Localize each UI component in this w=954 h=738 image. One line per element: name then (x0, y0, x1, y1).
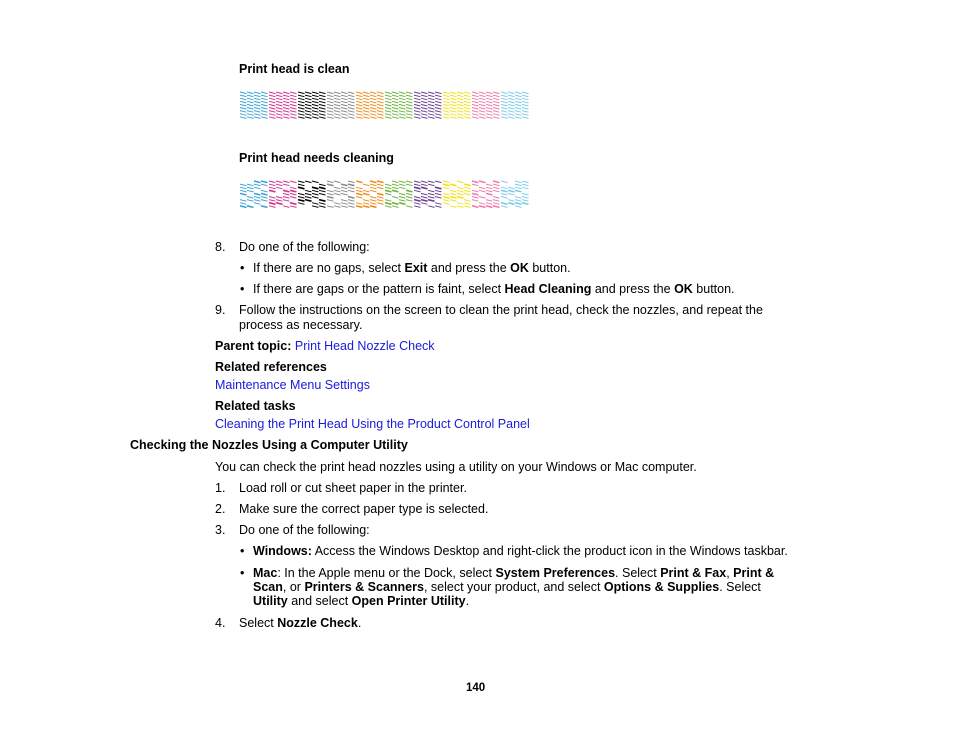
nozzle-block (501, 92, 529, 118)
section-intro: You can check the print head nozzles using a utility on your Windows or Mac computer. (215, 460, 697, 474)
nozzle-block (269, 92, 297, 118)
cleaning-print-head-link[interactable]: Cleaning the Print Head Using the Product Control Panel (215, 417, 530, 431)
maintenance-menu-settings-link[interactable]: Maintenance Menu Settings (215, 378, 370, 392)
step-number: 3. (215, 523, 226, 537)
nozzle-block (298, 181, 326, 207)
related-references-heading: Related references (215, 360, 327, 374)
nozzle-block (414, 92, 442, 118)
bullet-exit: If there are no gaps, select Exit and press the OK button. (253, 261, 571, 275)
bullet-marker: • (240, 566, 245, 580)
nozzle-block (443, 92, 471, 118)
step-text: Load roll or cut sheet paper in the printer. (239, 481, 467, 495)
step-number: 4. (215, 616, 226, 630)
step-text: Do one of the following: (239, 523, 370, 537)
figure-caption-clean: Print head is clean (239, 62, 350, 76)
bullet-marker: • (240, 544, 245, 558)
bullet-marker: • (240, 282, 245, 296)
step-text: Make sure the correct paper type is selected. (239, 502, 489, 516)
nozzle-block (501, 181, 529, 207)
step-text: Follow the instructions on the screen to clean the print head, check the nozzles, and repeat the (239, 303, 763, 317)
nozzle-block (443, 181, 471, 207)
step-number: 2. (215, 502, 226, 516)
step-number: 8. (215, 240, 226, 254)
nozzle-block (240, 181, 268, 207)
nozzle-block (472, 181, 500, 207)
step-text-continued: process as necessary. (239, 318, 363, 332)
bullet-mac-line2: Scan, or Printers & Scanners, select your product, and select Options & Supplies. Select (253, 580, 761, 594)
parent-topic-link[interactable]: Print Head Nozzle Check (294, 339, 435, 353)
step-text: Do one of the following: (239, 240, 370, 254)
nozzle-block (472, 92, 500, 118)
step-number: 1. (215, 481, 226, 495)
nozzle-block (385, 92, 413, 118)
nozzle-block (269, 181, 297, 207)
step-text: Select Nozzle Check. (239, 616, 362, 630)
nozzle-block (385, 181, 413, 207)
bullet-head-cleaning: If there are gaps or the pattern is faint, select Head Cleaning and press the OK button. (253, 282, 735, 296)
nozzle-block (356, 92, 384, 118)
bullet-marker: • (240, 261, 245, 275)
step-number: 9. (215, 303, 226, 317)
nozzle-block (327, 181, 355, 207)
parent-topic: Parent topic: Print Head Nozzle Check (215, 339, 435, 353)
nozzle-block (298, 92, 326, 118)
nozzle-pattern-needs-cleaning (239, 179, 529, 209)
section-heading: Checking the Nozzles Using a Computer Utility (130, 438, 408, 452)
nozzle-pattern-clean (239, 90, 529, 120)
nozzle-block (414, 181, 442, 207)
nozzle-block (240, 92, 268, 118)
bullet-mac-line1: Mac: In the Apple menu or the Dock, select System Preferences. Select Print & Fax, Print & (253, 566, 775, 580)
related-tasks-heading: Related tasks (215, 399, 296, 413)
page-number: 140 (466, 682, 486, 694)
nozzle-block (356, 181, 384, 207)
figure-caption-needs-cleaning: Print head needs cleaning (239, 151, 394, 165)
bullet-mac-line3: Utility and select Open Printer Utility. (253, 594, 470, 608)
nozzle-block (327, 92, 355, 118)
bullet-windows: Windows: Access the Windows Desktop and right-click the product icon in the Windows taskbar. (253, 544, 788, 558)
